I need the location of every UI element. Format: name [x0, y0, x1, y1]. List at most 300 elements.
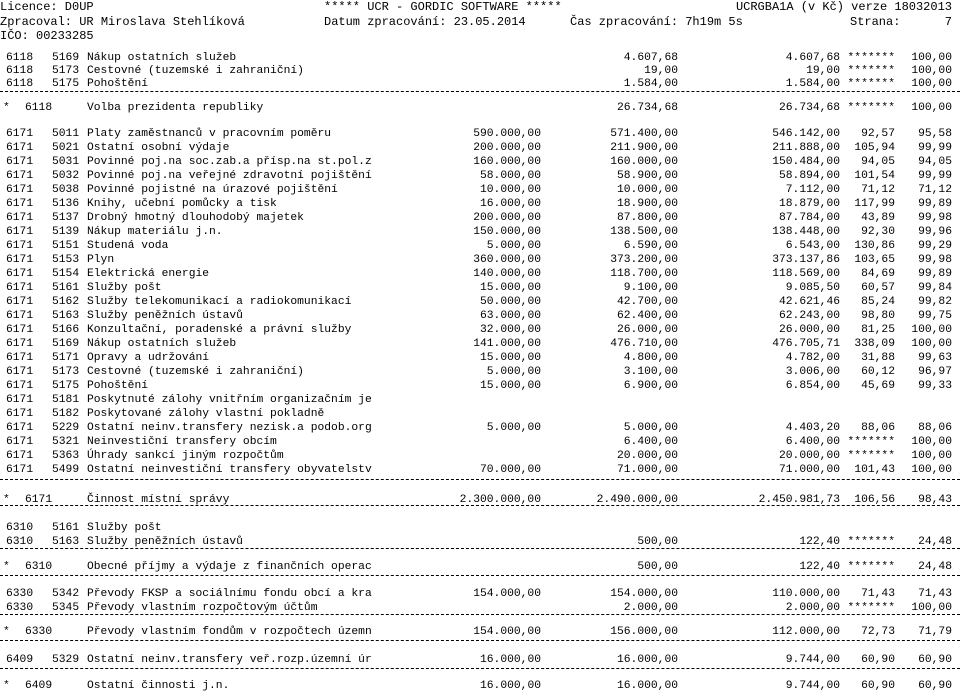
budget-approved: 15.000,00 — [479, 352, 541, 364]
item-code: 5169 — [52, 52, 80, 64]
subtotal-marker: * — [3, 494, 10, 506]
percent-of-adjusted: 71,79 — [918, 626, 952, 638]
budget-adjusted: 4.607,68 — [623, 52, 678, 64]
percent-of-adjusted: 71,43 — [918, 588, 952, 600]
paragraph-code: 6171 — [6, 310, 34, 322]
item-name: Služby pošt — [87, 282, 162, 294]
percent-of-approved: 105,94 — [854, 142, 895, 154]
percent-of-adjusted: 100,00 — [911, 338, 952, 350]
percent-of-adjusted: 100,00 — [911, 602, 952, 614]
percent-of-adjusted: 100,00 — [911, 102, 952, 114]
paragraph-code: 6171 — [6, 352, 34, 364]
table-row — [0, 365, 960, 379]
table-row — [0, 51, 960, 65]
percent-of-adjusted: 71,12 — [918, 184, 952, 196]
budget-adjusted: 373.200,00 — [610, 254, 678, 266]
dashed-separator — [0, 575, 960, 576]
table-row — [0, 64, 960, 78]
budget-adjusted: 19,00 — [644, 65, 678, 77]
actual-spent: 71.000,00 — [778, 464, 840, 476]
actual-spent: 546.142,00 — [772, 128, 840, 140]
budget-adjusted: 160.000,00 — [610, 156, 678, 168]
percent-of-approved: ******* — [847, 102, 895, 114]
dashed-separator — [0, 668, 960, 669]
subtotal-marker: * — [3, 680, 10, 692]
actual-spent: 2.450.981,73 — [758, 494, 840, 506]
table-row — [0, 267, 960, 281]
percent-of-approved: ******* — [847, 561, 895, 573]
percent-of-approved: ******* — [847, 602, 895, 614]
percent-of-approved: 117,99 — [854, 198, 895, 210]
paragraph-code: 6171 — [6, 170, 34, 182]
paragraph-code: 6171 — [6, 380, 34, 392]
budget-approved: 5.000,00 — [486, 366, 541, 378]
percent-of-adjusted: 99,82 — [918, 296, 952, 308]
percent-of-approved: 92,57 — [861, 128, 895, 140]
budget-approved: 200.000,00 — [473, 142, 541, 154]
table-row — [0, 197, 960, 211]
actual-spent: 18.879,00 — [778, 198, 840, 210]
actual-spent: 2.000,00 — [785, 602, 840, 614]
paragraph-code: 6310 — [6, 522, 34, 534]
paragraph-code: 6171 — [6, 226, 34, 238]
table-row — [0, 225, 960, 239]
item-code: 5166 — [52, 324, 80, 336]
percent-of-adjusted: 99,63 — [918, 352, 952, 364]
budget-adjusted: 3.100,00 — [623, 366, 678, 378]
percent-of-adjusted: 99,96 — [918, 226, 952, 238]
budget-adjusted: 71.000,00 — [616, 464, 678, 476]
item-code: 5329 — [52, 654, 80, 666]
budget-adjusted: 476.710,00 — [610, 338, 678, 350]
item-code: 5363 — [52, 450, 80, 462]
subtotal-marker: * — [3, 561, 10, 573]
item-code: 5137 — [52, 212, 80, 224]
percent-of-adjusted: 99,84 — [918, 282, 952, 294]
item-code: 5499 — [52, 464, 80, 476]
budget-adjusted: 5.000,00 — [623, 422, 678, 434]
processed-time-text: Čas zpracování: 7h19m 5s — [570, 14, 743, 29]
percent-of-adjusted: 94,05 — [918, 156, 952, 168]
item-name: Cestovné (tuzemské i zahraniční) — [87, 65, 304, 77]
budget-adjusted: 18.900,00 — [616, 198, 678, 210]
item-name: Služby peněžních ústavů — [87, 310, 243, 322]
item-code: 5161 — [52, 522, 80, 534]
item-name: Povinné pojistné na úrazové pojištění — [87, 184, 338, 196]
item-name: Převody vlastním rozpočtovým účtům — [87, 602, 318, 614]
table-row — [0, 587, 960, 601]
paragraph-code: 6171 — [6, 212, 34, 224]
budget-approved: 32.000,00 — [479, 324, 541, 336]
ico-text: IČO: 00233285 — [0, 29, 94, 43]
table-row — [0, 601, 960, 615]
percent-of-approved: 31,88 — [861, 352, 895, 364]
subtotal-row — [0, 679, 960, 693]
item-code: 5163 — [52, 536, 80, 548]
budget-approved: 154.000,00 — [473, 626, 541, 638]
budget-approved: 58.000,00 — [479, 170, 541, 182]
budget-adjusted: 1.584,00 — [623, 78, 678, 90]
table-row — [0, 211, 960, 225]
table-row — [0, 141, 960, 155]
budget-approved: 16.000,00 — [479, 654, 541, 666]
item-code: 5229 — [52, 422, 80, 434]
paragraph-code: 6171 — [25, 494, 53, 506]
paragraph-code: 6171 — [6, 282, 34, 294]
budget-approved: 2.300.000,00 — [459, 494, 541, 506]
percent-of-approved: 103,65 — [854, 254, 895, 266]
paragraph-code: 6171 — [6, 268, 34, 280]
budget-adjusted: 138.500,00 — [610, 226, 678, 238]
item-name: Platy zaměstnanců v pracovním poměru — [87, 128, 332, 140]
percent-of-approved: ******* — [847, 52, 895, 64]
item-name: Převody FKSP a sociálnímu fondu obcí a kra — [87, 588, 372, 600]
paragraph-code: 6171 — [6, 422, 34, 434]
percent-of-adjusted: 95,58 — [918, 128, 952, 140]
table-row — [0, 169, 960, 183]
actual-spent: 6.854,00 — [785, 380, 840, 392]
budget-adjusted: 118.700,00 — [610, 268, 678, 280]
paragraph-code: 6409 — [25, 680, 53, 692]
percent-of-adjusted: 100,00 — [911, 324, 952, 336]
budget-adjusted: 16.000,00 — [616, 680, 678, 692]
dashed-separator — [0, 640, 960, 641]
item-name: Služby peněžních ústavů — [87, 536, 243, 548]
item-name: Ostatní neinv.transfery veř.rozp.územní úr — [87, 654, 372, 666]
paragraph-code: 6330 — [6, 602, 34, 614]
paragraph-code: 6171 — [6, 338, 34, 350]
paragraph-code: 6171 — [6, 464, 34, 476]
item-name: Povinné poj.na soc.zab.a přísp.na st.pol.z — [87, 156, 372, 168]
item-code: 5139 — [52, 226, 80, 238]
item-name: Úhrady sankcí jiným rozpočtům — [87, 450, 284, 462]
item-name: Převody vlastním fondům v rozpočtech územn — [87, 626, 372, 638]
item-name: Poskytované zálohy vlastní pokladně — [87, 408, 325, 420]
item-code: 5175 — [52, 78, 80, 90]
table-row — [0, 407, 960, 421]
subtotal-marker: * — [3, 102, 10, 114]
budget-approved: 16.000,00 — [479, 198, 541, 210]
actual-spent: 476.705,71 — [772, 338, 840, 350]
percent-of-approved: ******* — [847, 450, 895, 462]
item-code: 5038 — [52, 184, 80, 196]
budget-approved: 15.000,00 — [479, 282, 541, 294]
header-line-2 — [0, 15, 960, 30]
budget-approved: 50.000,00 — [479, 296, 541, 308]
percent-of-adjusted: 100,00 — [911, 436, 952, 448]
percent-of-approved: 84,69 — [861, 268, 895, 280]
table-row — [0, 295, 960, 309]
percent-of-approved: 85,24 — [861, 296, 895, 308]
paragraph-code: 6171 — [6, 184, 34, 196]
item-name: Nákup materiálu j.n. — [87, 226, 223, 238]
percent-of-approved: ******* — [847, 536, 895, 548]
item-name: Služby telekomunikací a radiokomunikací — [87, 296, 352, 308]
percent-of-adjusted: 100,00 — [911, 78, 952, 90]
percent-of-approved: 92,30 — [861, 226, 895, 238]
percent-of-adjusted: 24,48 — [918, 536, 952, 548]
actual-spent: 150.484,00 — [772, 156, 840, 168]
percent-of-adjusted: 24,48 — [918, 561, 952, 573]
item-code: 5171 — [52, 352, 80, 364]
percent-of-approved: 72,73 — [861, 626, 895, 638]
percent-of-approved: ******* — [847, 436, 895, 448]
percent-of-adjusted: 100,00 — [911, 464, 952, 476]
item-code: 5175 — [52, 380, 80, 392]
page-number: 7 — [944, 14, 952, 29]
paragraph-code: 6118 — [6, 78, 34, 90]
table-row — [0, 127, 960, 141]
budget-approved: 154.000,00 — [473, 588, 541, 600]
paragraph-code: 6171 — [6, 142, 34, 154]
item-name: Ostatní činnosti j.n. — [87, 680, 230, 692]
processed-by-text: Zpracoval: UR Miroslava Stehlíková — [0, 14, 245, 29]
table-row — [0, 281, 960, 295]
paragraph-code: 6310 — [25, 561, 53, 573]
item-code: 5011 — [52, 128, 80, 140]
subtotal-marker: * — [3, 626, 10, 638]
actual-spent: 6.400,00 — [785, 436, 840, 448]
table-row — [0, 323, 960, 337]
paragraph-code: 6171 — [6, 128, 34, 140]
actual-spent: 4.403,20 — [785, 422, 840, 434]
budget-approved: 150.000,00 — [473, 226, 541, 238]
actual-spent: 19,00 — [806, 65, 840, 77]
percent-of-approved: 60,12 — [861, 366, 895, 378]
budget-adjusted: 6.900,00 — [623, 380, 678, 392]
actual-spent: 373.137,86 — [772, 254, 840, 266]
item-code: 5162 — [52, 296, 80, 308]
header-line-3 — [0, 29, 960, 44]
budget-adjusted: 2.490.000,00 — [596, 494, 678, 506]
percent-of-approved: 101,43 — [854, 464, 895, 476]
item-name: Nákup ostatních služeb — [87, 52, 237, 64]
item-name: Elektrická energie — [87, 268, 210, 280]
item-code: 5153 — [52, 254, 80, 266]
actual-spent: 4.782,00 — [785, 352, 840, 364]
licence-text: Licence: D0UP — [0, 0, 94, 14]
paragraph-code: 6171 — [6, 450, 34, 462]
paragraph-code: 6171 — [6, 254, 34, 266]
budget-adjusted: 211.900,00 — [610, 142, 678, 154]
table-row — [0, 521, 960, 535]
paragraph-code: 6171 — [6, 240, 34, 252]
table-row — [0, 435, 960, 449]
budget-approved: 360.000,00 — [473, 254, 541, 266]
budget-adjusted: 571.400,00 — [610, 128, 678, 140]
page-label: Strana: — [850, 14, 901, 29]
paragraph-code: 6409 — [6, 654, 34, 666]
paragraph-code: 6171 — [6, 366, 34, 378]
version-text: UCRGBA1A (v Kč) verze 18032013 — [735, 0, 952, 14]
budget-adjusted: 500,00 — [637, 536, 678, 548]
budget-approved: 160.000,00 — [473, 156, 541, 168]
actual-spent: 4.607,68 — [785, 52, 840, 64]
percent-of-adjusted: 99,98 — [918, 212, 952, 224]
item-code: 5181 — [52, 394, 80, 406]
item-name: Služby pošt — [87, 522, 162, 534]
budget-approved: 15.000,00 — [479, 380, 541, 392]
item-name: Poskytnuté zálohy vnitřním organizačním je — [87, 394, 372, 406]
item-name: Neinvestiční transfery obcím — [87, 436, 277, 448]
item-code: 5321 — [52, 436, 80, 448]
budget-approved: 10.000,00 — [479, 184, 541, 196]
paragraph-code: 6310 — [6, 536, 34, 548]
percent-of-adjusted: 98,43 — [918, 494, 952, 506]
item-code: 5163 — [52, 310, 80, 322]
paragraph-code: 6118 — [25, 102, 53, 114]
item-name: Obecné příjmy a výdaje z finančních operac — [87, 561, 372, 573]
item-name: Ostatní neinvestiční transfery obyvatelstv — [87, 464, 372, 476]
budget-approved: 141.000,00 — [473, 338, 541, 350]
processed-date-text: Datum zpracování: 23.05.2014 — [324, 14, 526, 29]
actual-spent: 42.621,46 — [778, 296, 840, 308]
item-code: 5151 — [52, 240, 80, 252]
subtotal-row — [0, 101, 960, 115]
table-row — [0, 351, 960, 365]
subtotal-row — [0, 625, 960, 639]
percent-of-approved: 94,05 — [861, 156, 895, 168]
item-name: Knihy, učební pomůcky a tisk — [87, 198, 277, 210]
percent-of-adjusted: 60,90 — [918, 680, 952, 692]
paragraph-code: 6171 — [6, 324, 34, 336]
item-name: Plyn — [87, 254, 115, 266]
item-name: Cestovné (tuzemské i zahraniční) — [87, 366, 304, 378]
percent-of-adjusted: 100,00 — [911, 450, 952, 462]
percent-of-approved: 43,89 — [861, 212, 895, 224]
budget-approved: 63.000,00 — [479, 310, 541, 322]
budget-adjusted: 4.800,00 — [623, 352, 678, 364]
percent-of-adjusted: 100,00 — [911, 65, 952, 77]
subtotal-row — [0, 560, 960, 574]
dashed-separator — [0, 479, 960, 480]
percent-of-approved: 60,90 — [861, 680, 895, 692]
percent-of-approved: 98,80 — [861, 310, 895, 322]
actual-spent: 110.000,00 — [772, 588, 840, 600]
percent-of-approved: ******* — [847, 65, 895, 77]
percent-of-adjusted: 99,75 — [918, 310, 952, 322]
percent-of-approved: 101,54 — [854, 170, 895, 182]
item-code: 5032 — [52, 170, 80, 182]
table-row — [0, 155, 960, 169]
actual-spent: 211.888,00 — [772, 142, 840, 154]
budget-adjusted: 26.734,68 — [616, 102, 678, 114]
dashed-separator — [0, 548, 960, 549]
item-code: 5182 — [52, 408, 80, 420]
table-row — [0, 309, 960, 323]
actual-spent: 20.000,00 — [778, 450, 840, 462]
percent-of-adjusted: 99,89 — [918, 198, 952, 210]
table-row — [0, 253, 960, 267]
paragraph-code: 6171 — [6, 198, 34, 210]
paragraph-code: 6330 — [25, 626, 53, 638]
table-row — [0, 183, 960, 197]
actual-spent: 138.448,00 — [772, 226, 840, 238]
actual-spent: 7.112,00 — [785, 184, 840, 196]
item-name: Ostatní neinv.transfery nezisk.a podob.org — [87, 422, 372, 434]
percent-of-adjusted: 88,06 — [918, 422, 952, 434]
table-row — [0, 337, 960, 351]
table-row — [0, 449, 960, 463]
paragraph-code: 6171 — [6, 394, 34, 406]
percent-of-adjusted: 60,90 — [918, 654, 952, 666]
item-name: Pohoštění — [87, 380, 149, 392]
budget-approved: 140.000,00 — [473, 268, 541, 280]
budget-adjusted: 154.000,00 — [610, 588, 678, 600]
budget-adjusted: 6.590,00 — [623, 240, 678, 252]
item-code: 5342 — [52, 588, 80, 600]
percent-of-approved: 338,09 — [854, 338, 895, 350]
budget-adjusted: 16.000,00 — [616, 654, 678, 666]
actual-spent: 3.006,00 — [785, 366, 840, 378]
budget-adjusted: 62.400,00 — [616, 310, 678, 322]
item-name: Ostatní osobní výdaje — [87, 142, 230, 154]
paragraph-code: 6171 — [6, 156, 34, 168]
budget-adjusted: 87.800,00 — [616, 212, 678, 224]
budget-adjusted: 10.000,00 — [616, 184, 678, 196]
item-code: 5173 — [52, 366, 80, 378]
dashed-separator — [0, 505, 960, 506]
percent-of-approved: 88,06 — [861, 422, 895, 434]
budget-approved: 16.000,00 — [479, 680, 541, 692]
actual-spent: 1.584,00 — [785, 78, 840, 90]
item-code: 5136 — [52, 198, 80, 210]
actual-spent: 118.569,00 — [772, 268, 840, 280]
table-row — [0, 393, 960, 407]
actual-spent: 58.894,00 — [778, 170, 840, 182]
budget-adjusted: 42.700,00 — [616, 296, 678, 308]
paragraph-code: 6118 — [6, 65, 34, 77]
actual-spent: 122,40 — [799, 536, 840, 548]
header-line-1 — [0, 0, 960, 15]
report-header — [0, 0, 960, 44]
item-code: 5161 — [52, 282, 80, 294]
percent-of-approved: 71,12 — [861, 184, 895, 196]
percent-of-approved: 81,25 — [861, 324, 895, 336]
actual-spent: 122,40 — [799, 561, 840, 573]
dashed-separator — [0, 614, 960, 615]
percent-of-approved: 60,90 — [861, 654, 895, 666]
actual-spent: 26.000,00 — [778, 324, 840, 336]
table-row — [0, 463, 960, 477]
percent-of-adjusted: 99,33 — [918, 380, 952, 392]
table-row — [0, 379, 960, 393]
budget-approved: 200.000,00 — [473, 212, 541, 224]
budget-approved: 590.000,00 — [473, 128, 541, 140]
table-row — [0, 239, 960, 253]
item-code: 5345 — [52, 602, 80, 614]
paragraph-code: 6171 — [6, 296, 34, 308]
paragraph-code: 6330 — [6, 588, 34, 600]
budget-adjusted: 9.100,00 — [623, 282, 678, 294]
percent-of-approved: 60,57 — [861, 282, 895, 294]
budget-adjusted: 500,00 — [637, 561, 678, 573]
percent-of-adjusted: 99,98 — [918, 254, 952, 266]
item-name: Drobný hmotný dlouhodobý majetek — [87, 212, 304, 224]
percent-of-approved: 130,86 — [854, 240, 895, 252]
item-code: 5154 — [52, 268, 80, 280]
product-text: ***** UCR - GORDIC SOFTWARE ***** — [324, 0, 562, 14]
budget-adjusted: 26.000,00 — [616, 324, 678, 336]
budget-approved: 5.000,00 — [486, 240, 541, 252]
item-name: Nákup ostatních služeb — [87, 338, 237, 350]
budget-adjusted: 20.000,00 — [616, 450, 678, 462]
percent-of-approved: 71,43 — [861, 588, 895, 600]
item-name: Studená voda — [87, 240, 169, 252]
budget-adjusted: 58.900,00 — [616, 170, 678, 182]
percent-of-adjusted: 99,29 — [918, 240, 952, 252]
percent-of-adjusted: 100,00 — [911, 52, 952, 64]
